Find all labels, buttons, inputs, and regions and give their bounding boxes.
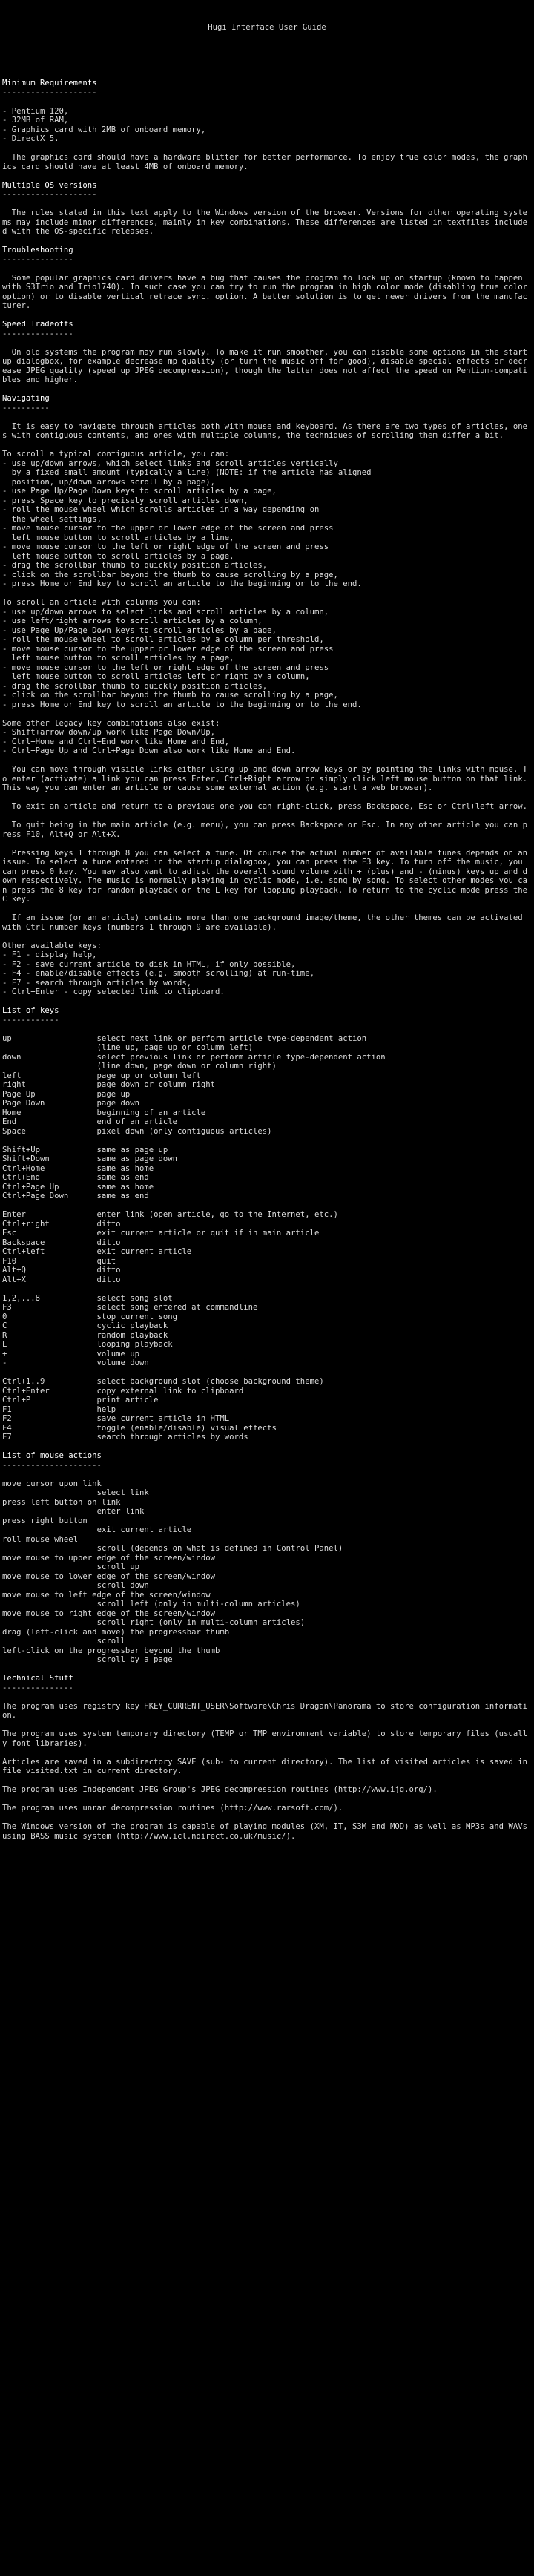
text-line bbox=[2, 1692, 532, 1702]
text-line bbox=[2, 1284, 532, 1294]
text-line: F7 search through articles by words bbox=[2, 1433, 248, 1442]
text-line: move cursor upon link bbox=[2, 1479, 102, 1488]
text-line: - move mouse cursor to the left or right edge of the screen and press bbox=[2, 542, 329, 551]
text-line: F3 select song entered at commandline bbox=[2, 1303, 258, 1312]
text-line: F10 quit bbox=[2, 1256, 116, 1266]
text-line bbox=[2, 338, 532, 348]
text-line bbox=[2, 200, 532, 209]
text-line: scroll down bbox=[2, 1581, 149, 1590]
text-line bbox=[2, 1201, 532, 1211]
text-line: The program uses registry key HKEY_CURRENT_USER\Software\Chris Dragan\Panorama to store configuration information. bbox=[2, 1701, 527, 1720]
text-line: - Ctrl+Enter - copy selected link to clipboard. bbox=[2, 988, 225, 996]
text-line: To scroll a typical contiguous article, you can: bbox=[2, 450, 230, 459]
text-line: To scroll an article with columns you can: bbox=[2, 598, 201, 607]
text-line: press right button bbox=[2, 1516, 88, 1525]
text-line: Other available keys: bbox=[2, 941, 102, 950]
text-line: (line down, page down or column right) bbox=[2, 1062, 277, 1071]
text-line: - F2 - save current article to disk in HTML, if only possible, bbox=[2, 959, 296, 969]
text-line: End end of an article bbox=[2, 1117, 177, 1126]
text-line: - use Page Up/Page Down keys to scroll articles by a page, bbox=[2, 487, 277, 496]
text-line: Ctrl+left exit current article bbox=[2, 1247, 192, 1256]
text-line: - Pentium 120, bbox=[2, 106, 69, 116]
section-underline: --------------- bbox=[2, 254, 73, 264]
text-line: - move mouse cursor to the left or right edge of the screen and press bbox=[2, 663, 329, 672]
text-line: You can move through visible links either using up and down arrow keys or by pointing the links with mouse. To enter (activate) a link you can press Enter, Ctrl+Right arrow or simply click left mouse button on that link. This way you can enter an article or cause some external action (e.g. start a web browser). bbox=[2, 765, 533, 792]
text-line: Alt+Q ditto bbox=[2, 1266, 121, 1275]
text-line bbox=[2, 97, 532, 107]
text-line: F1 help bbox=[2, 1404, 116, 1414]
section bbox=[2, 320, 532, 394]
section bbox=[2, 1451, 532, 1674]
text-line bbox=[2, 1795, 532, 1804]
text-line bbox=[2, 997, 532, 1007]
page-title: Hugi Interface User Guide bbox=[208, 23, 326, 32]
text-line: scroll (depends on what is defined in Control Panel) bbox=[2, 1544, 343, 1553]
text-line: position, up/down arrows scroll by a page), bbox=[2, 477, 216, 487]
section-underline: --------------- bbox=[2, 1683, 73, 1692]
sections-container bbox=[2, 79, 532, 1841]
text-line bbox=[2, 264, 532, 274]
section-heading: List of keys bbox=[2, 1006, 59, 1015]
text-line: scroll left (only in multi-column articles) bbox=[2, 1600, 300, 1609]
text-line: - Ctrl+Page Up and Ctrl+Page Down also work like Home and End. bbox=[2, 746, 296, 755]
text-line: - use up/down arrows to select links and scroll articles by a column, bbox=[2, 607, 329, 617]
text-line: Ctrl+Home same as home bbox=[2, 1163, 154, 1173]
text-line bbox=[2, 1665, 532, 1675]
text-line: The program uses unrar decompression routines (http://www.rarsoft.com/). bbox=[2, 1804, 343, 1813]
text-line: move mouse to left edge of the screen/window bbox=[2, 1590, 211, 1600]
text-line: - F7 - search through articles by words, bbox=[2, 978, 192, 988]
text-line: scroll up bbox=[2, 1563, 139, 1571]
text-line: - click on the scrollbar beyond the thumb to cause scrolling by a page, bbox=[2, 570, 338, 579]
text-line: Space pixel down (only contiguous articles) bbox=[2, 1126, 272, 1136]
text-line: Home beginning of an article bbox=[2, 1108, 206, 1117]
text-line: scroll by a page bbox=[2, 1655, 173, 1664]
section-heading: Minimum Requirements bbox=[2, 79, 97, 88]
text-line: scroll right (only in multi-column articles) bbox=[2, 1618, 306, 1627]
text-line: Some popular graphics card drivers have a bug that causes the program to lock up on startup (known to happen with S3Trio and Trio1740). In such case you can try to run the program in high color mode (disabling true color option) or to disable vertical retrace sync. option. A better solution is to get newer drivers from the manufacturer. bbox=[2, 273, 533, 310]
text-line: Alt+X ditto bbox=[2, 1275, 121, 1284]
text-line: - drag the scrollbar thumb to quickly position articles, bbox=[2, 561, 268, 570]
text-line: The program uses system temporary directory (TEMP or TMP environment variable) to store temporary files (usually font libraries). bbox=[2, 1729, 527, 1748]
section-underline: -------------------- bbox=[2, 88, 97, 97]
text-line: Ctrl+Page Down same as end bbox=[2, 1192, 149, 1200]
text-line: scroll bbox=[2, 1637, 125, 1646]
text-line: by a fixed small amount (typically a line) (NOTE: if the article has aligned bbox=[2, 468, 372, 477]
text-line bbox=[2, 144, 532, 154]
text-line bbox=[2, 441, 532, 450]
text-line: drag (left-click and move) the progressbar thumb bbox=[2, 1627, 230, 1637]
text-line bbox=[2, 311, 532, 321]
section-heading: Navigating bbox=[2, 394, 50, 403]
section-underline: ---------- bbox=[2, 403, 50, 413]
section bbox=[2, 1006, 532, 1451]
section-underline: -------------------- bbox=[2, 190, 97, 199]
text-line bbox=[2, 1368, 532, 1378]
text-line: Page Down page down bbox=[2, 1099, 139, 1108]
section bbox=[2, 1674, 532, 1841]
section-heading: Troubleshooting bbox=[2, 246, 73, 254]
text-line: Shift+Up same as page up bbox=[2, 1145, 168, 1154]
text-line: - press Home or End key to scroll an article to the beginning or to the end. bbox=[2, 579, 362, 588]
text-line bbox=[2, 1776, 532, 1786]
text-line: If an issue (or an article) contains more than one background image/theme, the other themes can be activated with Ctrl+number keys (numbers 1 through 9 are available). bbox=[2, 913, 527, 932]
text-line: - Graphics card with 2MB of onboard memory, bbox=[2, 125, 206, 134]
text-line: down select previous link or perform article type-dependent action bbox=[2, 1052, 386, 1062]
text-line bbox=[2, 793, 532, 803]
text-line: left mouse button to scroll articles by a page, bbox=[2, 654, 234, 663]
text-line bbox=[2, 1136, 532, 1146]
text-line: Ctrl+1..9 select background slot (choose background theme) bbox=[2, 1377, 324, 1386]
text-line: - Ctrl+Home and Ctrl+End work like Home and End, bbox=[2, 737, 230, 746]
text-line: Ctrl+P print article bbox=[2, 1396, 159, 1404]
text-line: - use left/right arrows to scroll articles by a column, bbox=[2, 617, 263, 625]
text-line: - Shift+arrow down/up work like Page Down/Up, bbox=[2, 728, 216, 737]
text-line: + volume up bbox=[2, 1349, 139, 1358]
text-line: select link bbox=[2, 1488, 149, 1497]
text-line: exit current article bbox=[2, 1525, 192, 1534]
text-line: Ctrl+Page Up same as home bbox=[2, 1182, 154, 1192]
text-line: up select next link or perform article type-dependent action bbox=[2, 1034, 367, 1043]
text-line: To quit being in the main article (e.g. menu), you can press Backspace or Esc. In any other article you can press F10, Alt+Q or Alt+X. bbox=[2, 821, 527, 839]
text-line: Articles are saved in a subdirectory SAVE (sub- to current directory). The list of visited articles is saved in file visited.txt in current directory. bbox=[2, 1757, 533, 1775]
section-heading: Speed Tradeoffs bbox=[2, 320, 73, 329]
text-line: press left button on link bbox=[2, 1497, 121, 1507]
text-line: move mouse to lower edge of the screen/window bbox=[2, 1571, 216, 1581]
text-line: enter link bbox=[2, 1507, 145, 1516]
text-line: Ctrl+right ditto bbox=[2, 1219, 121, 1229]
text-line: - move mouse cursor to the upper or lower edge of the screen and press bbox=[2, 524, 334, 533]
text-line: Backspace ditto bbox=[2, 1238, 121, 1247]
text-line: - click on the scrollbar beyond the thumb to cause scrolling by a page, bbox=[2, 691, 338, 700]
section bbox=[2, 181, 532, 246]
text-line bbox=[2, 756, 532, 766]
text-line: The program uses Independent JPEG Group's JPEG decompression routines (http://www.ijg.org/). bbox=[2, 1785, 438, 1794]
text-line: left mouse button to scroll articles left or right by a column, bbox=[2, 672, 310, 681]
text-line bbox=[2, 1813, 532, 1823]
text-line: F4 toggle (enable/disable) visual effects bbox=[2, 1423, 277, 1433]
text-line bbox=[2, 1470, 532, 1479]
section-underline: --------------- bbox=[2, 329, 73, 338]
text-line: - 32MB of RAM, bbox=[2, 116, 69, 125]
text-line bbox=[2, 1721, 532, 1730]
section-underline: ------------ bbox=[2, 1015, 59, 1025]
text-line: - press Home or End key to scroll an article to the beginning or to the end. bbox=[2, 700, 362, 709]
text-line: right page down or column right bbox=[2, 1080, 216, 1089]
text-line: On old systems the program may run slowly. To make it run smoother, you can disable some options in the startup dialogbox, for example decrease mp quality (or turn the music off for good), disable special effects or decrease JPEG quality (speed up JPEG decompression), though the latter does not affect the speed on Pentium-compatibles and higher. bbox=[2, 347, 527, 384]
text-line bbox=[2, 904, 532, 914]
text-line bbox=[2, 237, 532, 246]
text-line: - use up/down arrows, which select links and scroll articles vertically bbox=[2, 459, 338, 468]
section-heading: Multiple OS versions bbox=[2, 180, 97, 190]
text-line bbox=[2, 413, 532, 422]
text-line: left-click on the progressbar beyond the thumb bbox=[2, 1646, 220, 1655]
text-line: The Windows version of the program is capable of playing modules (XM, IT, S3M and MOD) as well as MP3s and WAVs using BASS music system (http://www.icl.ndirect.co.uk/music/). bbox=[2, 1822, 533, 1841]
text-line bbox=[2, 1442, 532, 1452]
text-line bbox=[2, 709, 532, 719]
text-line: (line up, page up or column left) bbox=[2, 1043, 254, 1052]
text-line: - roll the mouse wheel which scrolls articles in a way depending on bbox=[2, 505, 320, 514]
text-line: - move mouse cursor to the upper or lower edge of the screen and press bbox=[2, 644, 334, 654]
text-line: left mouse button to scroll articles by a page, bbox=[2, 551, 234, 561]
text-line: Page Up page up bbox=[2, 1089, 131, 1099]
text-line: L looping playback bbox=[2, 1340, 173, 1349]
text-line: left page up or column left bbox=[2, 1071, 201, 1080]
text-line: - roll the mouse wheel to scroll articles by a column per threshold, bbox=[2, 635, 324, 644]
text-line: R random playback bbox=[2, 1330, 168, 1340]
section-heading: List of mouse actions bbox=[2, 1451, 102, 1460]
text-line: move mouse to upper edge of the screen/window bbox=[2, 1553, 216, 1563]
text-line bbox=[2, 1748, 532, 1758]
text-line: - F4 - enable/disable effects (e.g. smooth scrolling) at run-time, bbox=[2, 969, 314, 978]
text-line bbox=[2, 1025, 532, 1034]
text-line bbox=[2, 385, 532, 395]
text-line: - DirectX 5. bbox=[2, 134, 59, 143]
text-line: To exit an article and return to a previous one you can right-click, press Backspace, Esc or Ctrl+left arrow. bbox=[2, 802, 527, 811]
text-line: Enter enter link (open article, go to the Internet, etc.) bbox=[2, 1210, 338, 1219]
section bbox=[2, 246, 532, 320]
text-line: the wheel settings, bbox=[2, 514, 102, 524]
spacer bbox=[2, 51, 532, 61]
text-line: Esc exit current article or quit if in main article bbox=[2, 1229, 320, 1238]
text-line: - F1 - display help, bbox=[2, 950, 97, 959]
text-line bbox=[2, 839, 532, 849]
text-line: move mouse to right edge of the screen/window bbox=[2, 1609, 216, 1618]
text-line: Some other legacy key combinations also exist: bbox=[2, 718, 220, 728]
section bbox=[2, 394, 532, 1006]
section-heading: Technical Stuff bbox=[2, 1674, 73, 1683]
text-line: Ctrl+End same as end bbox=[2, 1173, 149, 1182]
text-line: - drag the scrollbar thumb to quickly position articles, bbox=[2, 681, 268, 691]
text-line: It is easy to navigate through articles both with mouse and keyboard. As there are two types of articles, ones with contiguous contents, and ones with multiple columns, the techniques of scrolling them differ a bit. bbox=[2, 421, 527, 440]
text-line: left mouse button to scroll articles by a line, bbox=[2, 533, 234, 542]
section bbox=[2, 79, 532, 181]
section-underline: --------------------- bbox=[2, 1460, 102, 1470]
text-line bbox=[2, 589, 532, 599]
text-line: The rules stated in this text apply to the Windows version of the browser. Versions for other operating systems may include minor differences, mainly in key combinations. These differences are listed in textfiles included with the OS-specific releases. bbox=[2, 208, 527, 236]
text-line: roll mouse wheel bbox=[2, 1534, 79, 1544]
text-line: - use Page Up/Page Down keys to scroll articles by a page, bbox=[2, 625, 277, 635]
text-line: Ctrl+Enter copy external link to clipboard bbox=[2, 1386, 244, 1396]
text-line bbox=[2, 932, 532, 942]
text-line: 1,2,...8 select song slot bbox=[2, 1293, 173, 1303]
text-line: F2 save current article in HTML bbox=[2, 1414, 230, 1423]
text-line: - volume down bbox=[2, 1358, 149, 1367]
text-line: C cyclic playback bbox=[2, 1321, 168, 1330]
text-line: Shift+Down same as page down bbox=[2, 1154, 177, 1163]
text-line bbox=[2, 812, 532, 821]
text-line: The graphics card should have a hardware blitter for better performance. To enjoy true color modes, the graphics card should have at least 4MB of onboard memory. bbox=[2, 153, 527, 171]
text-line bbox=[2, 171, 532, 181]
text-line: 0 stop current song bbox=[2, 1312, 177, 1321]
text-line: Pressing keys 1 through 8 you can select a tune. Of course the actual number of available tunes depends on an issue. To select a tune entered in the startup dialogbox, you can press the F3 key. To turn off the music, you can press 0 key. You may also want to adjust the overall sound volume with + (plus) and - (minus) keys up and down respectively. The music is normally playing in cyclic mode, i.e. song by song. To select other modes you can press the 8 key for random playback or the L key for looping playback. To return to the cyclic mode press the C key. bbox=[2, 848, 533, 904]
text-line: - press Space key to precisely scroll articles down, bbox=[2, 496, 248, 505]
